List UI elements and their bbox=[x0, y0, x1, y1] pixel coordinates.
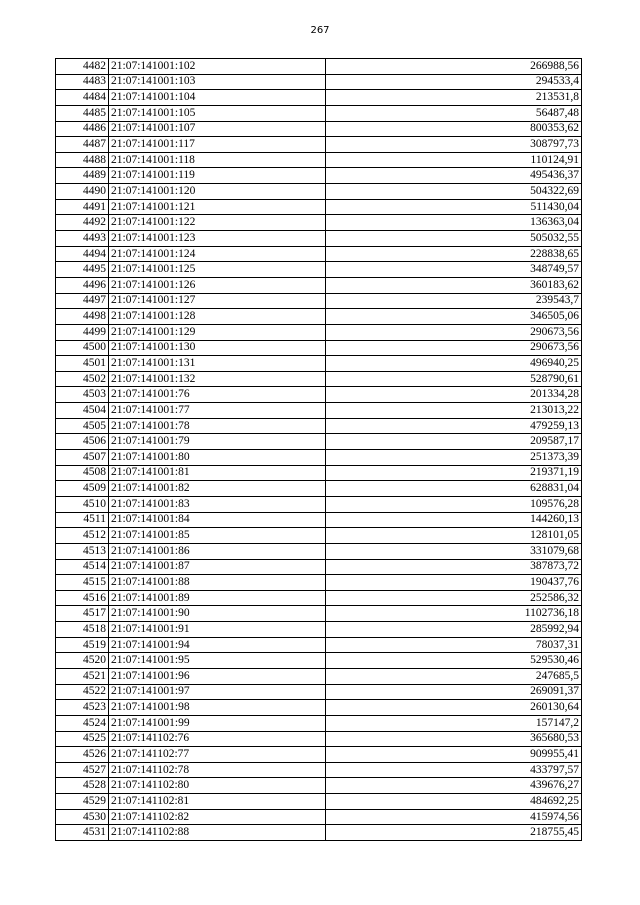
cadastral-number: 21:07:141001:77 bbox=[109, 403, 326, 419]
row-number: 4511 bbox=[56, 512, 109, 528]
table-row bbox=[56, 637, 582, 653]
cadastral-value: 308797,73 bbox=[326, 137, 582, 153]
cadastral-value: 110124,91 bbox=[326, 152, 582, 168]
table-row bbox=[56, 715, 582, 731]
row-number: 4525 bbox=[56, 731, 109, 747]
cadastral-number: 21:07:141001:81 bbox=[109, 465, 326, 481]
row-number: 4519 bbox=[56, 637, 109, 653]
cadastral-value: 128101,05 bbox=[326, 528, 582, 544]
cadastral-value: 56487,48 bbox=[326, 105, 582, 121]
row-number: 4506 bbox=[56, 434, 109, 450]
table-row bbox=[56, 231, 582, 247]
row-number: 4485 bbox=[56, 105, 109, 121]
cadastral-number: 21:07:141001:119 bbox=[109, 168, 326, 184]
cadastral-value: 219371,19 bbox=[326, 465, 582, 481]
cadastral-number: 21:07:141001:96 bbox=[109, 668, 326, 684]
table-row bbox=[56, 277, 582, 293]
cadastral-value: 433797,57 bbox=[326, 762, 582, 778]
table-row bbox=[56, 575, 582, 591]
cadastral-number: 21:07:141001:87 bbox=[109, 559, 326, 575]
cadastral-number: 21:07:141001:118 bbox=[109, 152, 326, 168]
cadastral-number: 21:07:141001:90 bbox=[109, 606, 326, 622]
cadastral-number: 21:07:141001:122 bbox=[109, 215, 326, 231]
cadastral-value: 909955,41 bbox=[326, 747, 582, 763]
table-row bbox=[56, 371, 582, 387]
cadastral-value: 479259,13 bbox=[326, 418, 582, 434]
cadastral-number: 21:07:141001:99 bbox=[109, 715, 326, 731]
row-number: 4529 bbox=[56, 794, 109, 810]
cadastral-value: 251373,39 bbox=[326, 450, 582, 466]
cadastral-value: 504322,69 bbox=[326, 184, 582, 200]
cadastral-number: 21:07:141001:94 bbox=[109, 637, 326, 653]
cadastral-value: 190437,76 bbox=[326, 575, 582, 591]
row-number: 4487 bbox=[56, 137, 109, 153]
cadastral-number: 21:07:141102:76 bbox=[109, 731, 326, 747]
cadastral-value: 78037,31 bbox=[326, 637, 582, 653]
cadastral-value: 628831,04 bbox=[326, 481, 582, 497]
table-body bbox=[56, 59, 582, 841]
cadastral-number: 21:07:141001:131 bbox=[109, 356, 326, 372]
table-row bbox=[56, 559, 582, 575]
cadastral-value: 348749,57 bbox=[326, 262, 582, 278]
row-number: 4499 bbox=[56, 324, 109, 340]
table-row bbox=[56, 450, 582, 466]
cadastral-value: 239543,7 bbox=[326, 293, 582, 309]
row-number: 4507 bbox=[56, 450, 109, 466]
cadastral-number: 21:07:141001:98 bbox=[109, 700, 326, 716]
table-row bbox=[56, 309, 582, 325]
table-row bbox=[56, 731, 582, 747]
cadastral-value: 439676,27 bbox=[326, 778, 582, 794]
row-number: 4518 bbox=[56, 622, 109, 638]
cadastral-value: 269091,37 bbox=[326, 684, 582, 700]
cadastral-number: 21:07:141001:79 bbox=[109, 434, 326, 450]
cadastral-value: 218755,45 bbox=[326, 825, 582, 841]
table-row bbox=[56, 324, 582, 340]
cadastral-value: 290673,56 bbox=[326, 324, 582, 340]
cadastral-value: 285992,94 bbox=[326, 622, 582, 638]
page-number: 267 bbox=[310, 25, 330, 36]
row-number: 4520 bbox=[56, 653, 109, 669]
row-number: 4516 bbox=[56, 590, 109, 606]
cadastral-value: 260130,64 bbox=[326, 700, 582, 716]
cadastral-number: 21:07:141001:85 bbox=[109, 528, 326, 544]
cadastral-number: 21:07:141102:82 bbox=[109, 809, 326, 825]
cadastral-value: 252586,32 bbox=[326, 590, 582, 606]
table-row bbox=[56, 653, 582, 669]
table-row bbox=[56, 590, 582, 606]
row-number: 4526 bbox=[56, 747, 109, 763]
cadastral-value: 511430,04 bbox=[326, 199, 582, 215]
cadastral-number: 21:07:141001:117 bbox=[109, 137, 326, 153]
row-number: 4500 bbox=[56, 340, 109, 356]
cadastral-number: 21:07:141001:97 bbox=[109, 684, 326, 700]
cadastral-value: 136363,04 bbox=[326, 215, 582, 231]
cadastral-number: 21:07:141001:132 bbox=[109, 371, 326, 387]
cadastral-number: 21:07:141001:123 bbox=[109, 231, 326, 247]
table-row bbox=[56, 762, 582, 778]
row-number: 4488 bbox=[56, 152, 109, 168]
cadastral-number: 21:07:141001:124 bbox=[109, 246, 326, 262]
table-row bbox=[56, 465, 582, 481]
row-number: 4514 bbox=[56, 559, 109, 575]
row-number: 4509 bbox=[56, 481, 109, 497]
table-row bbox=[56, 137, 582, 153]
cadastral-value: 529530,46 bbox=[326, 653, 582, 669]
row-number: 4494 bbox=[56, 246, 109, 262]
table-row bbox=[56, 403, 582, 419]
cadastral-value: 213013,22 bbox=[326, 403, 582, 419]
cadastral-value: 800353,62 bbox=[326, 121, 582, 137]
table-row bbox=[56, 293, 582, 309]
cadastral-value: 415974,56 bbox=[326, 809, 582, 825]
table-row bbox=[56, 418, 582, 434]
table-row bbox=[56, 152, 582, 168]
cadastral-number: 21:07:141001:103 bbox=[109, 74, 326, 90]
table-row bbox=[56, 496, 582, 512]
row-number: 4531 bbox=[56, 825, 109, 841]
cadastral-value: 290673,56 bbox=[326, 340, 582, 356]
cadastral-value: 505032,55 bbox=[326, 231, 582, 247]
row-number: 4482 bbox=[56, 59, 109, 75]
row-number: 4508 bbox=[56, 465, 109, 481]
row-number: 4524 bbox=[56, 715, 109, 731]
table-row bbox=[56, 434, 582, 450]
row-number: 4498 bbox=[56, 309, 109, 325]
row-number: 4521 bbox=[56, 668, 109, 684]
cadastral-number: 21:07:141102:77 bbox=[109, 747, 326, 763]
cadastral-number: 21:07:141001:91 bbox=[109, 622, 326, 638]
cadastral-number: 21:07:141102:81 bbox=[109, 794, 326, 810]
table-row bbox=[56, 59, 582, 75]
row-number: 4523 bbox=[56, 700, 109, 716]
table-row bbox=[56, 262, 582, 278]
table-row bbox=[56, 543, 582, 559]
cadastral-value: 528790,61 bbox=[326, 371, 582, 387]
table-row bbox=[56, 356, 582, 372]
cadastral-number: 21:07:141001:120 bbox=[109, 184, 326, 200]
cadastral-number: 21:07:141102:88 bbox=[109, 825, 326, 841]
table-row bbox=[56, 168, 582, 184]
cadastral-value: 266988,56 bbox=[326, 59, 582, 75]
row-number: 4490 bbox=[56, 184, 109, 200]
cadastral-value: 365680,53 bbox=[326, 731, 582, 747]
row-number: 4491 bbox=[56, 199, 109, 215]
row-number: 4495 bbox=[56, 262, 109, 278]
cadastral-number: 21:07:141001:86 bbox=[109, 543, 326, 559]
cadastral-number: 21:07:141001:83 bbox=[109, 496, 326, 512]
table-row bbox=[56, 121, 582, 137]
row-number: 4504 bbox=[56, 403, 109, 419]
cadastral-number: 21:07:141001:107 bbox=[109, 121, 326, 137]
cadastral-value: 144260,13 bbox=[326, 512, 582, 528]
row-number: 4492 bbox=[56, 215, 109, 231]
cadastral-value: 1102736,18 bbox=[326, 606, 582, 622]
cadastral-value: 346505,06 bbox=[326, 309, 582, 325]
row-number: 4484 bbox=[56, 90, 109, 106]
cadastral-value: 496940,25 bbox=[326, 356, 582, 372]
table-row bbox=[56, 747, 582, 763]
row-number: 4513 bbox=[56, 543, 109, 559]
row-number: 4515 bbox=[56, 575, 109, 591]
row-number: 4493 bbox=[56, 231, 109, 247]
row-number: 4522 bbox=[56, 684, 109, 700]
row-number: 4503 bbox=[56, 387, 109, 403]
row-number: 4496 bbox=[56, 277, 109, 293]
cadastral-number: 21:07:141001:84 bbox=[109, 512, 326, 528]
cadastral-number: 21:07:141001:128 bbox=[109, 309, 326, 325]
cadastral-number: 21:07:141001:130 bbox=[109, 340, 326, 356]
row-number: 4512 bbox=[56, 528, 109, 544]
cadastral-number: 21:07:141001:82 bbox=[109, 481, 326, 497]
table-row bbox=[56, 684, 582, 700]
row-number: 4489 bbox=[56, 168, 109, 184]
table-row bbox=[56, 606, 582, 622]
cadastral-number: 21:07:141001:76 bbox=[109, 387, 326, 403]
cadastral-value: 109576,28 bbox=[326, 496, 582, 512]
cadastral-number: 21:07:141001:80 bbox=[109, 450, 326, 466]
cadastral-value: 495436,37 bbox=[326, 168, 582, 184]
cadastral-number: 21:07:141102:80 bbox=[109, 778, 326, 794]
cadastral-number: 21:07:141001:129 bbox=[109, 324, 326, 340]
cadastral-number: 21:07:141001:127 bbox=[109, 293, 326, 309]
cadastral-number: 21:07:141001:125 bbox=[109, 262, 326, 278]
cadastral-value: 484692,25 bbox=[326, 794, 582, 810]
cadastral-number: 21:07:141001:89 bbox=[109, 590, 326, 606]
cadastral-number: 21:07:141001:88 bbox=[109, 575, 326, 591]
row-number: 4501 bbox=[56, 356, 109, 372]
cadastral-number: 21:07:141102:78 bbox=[109, 762, 326, 778]
cadastral-value: 157147,2 bbox=[326, 715, 582, 731]
cadastral-number: 21:07:141001:104 bbox=[109, 90, 326, 106]
row-number: 4483 bbox=[56, 74, 109, 90]
table-row bbox=[56, 825, 582, 841]
table-row bbox=[56, 778, 582, 794]
cadastral-value: 294533,4 bbox=[326, 74, 582, 90]
cadastral-value: 228838,65 bbox=[326, 246, 582, 262]
cadastral-value: 213531,8 bbox=[326, 90, 582, 106]
row-number: 4527 bbox=[56, 762, 109, 778]
cadastral-value: 360183,62 bbox=[326, 277, 582, 293]
table-row bbox=[56, 668, 582, 684]
table-row bbox=[56, 246, 582, 262]
row-number: 4486 bbox=[56, 121, 109, 137]
row-number: 4510 bbox=[56, 496, 109, 512]
cadastral-value-table bbox=[55, 58, 582, 841]
table-row bbox=[56, 74, 582, 90]
table-row bbox=[56, 809, 582, 825]
row-number: 4505 bbox=[56, 418, 109, 434]
cadastral-value: 247685,5 bbox=[326, 668, 582, 684]
table-row bbox=[56, 481, 582, 497]
table-row bbox=[56, 215, 582, 231]
table-row bbox=[56, 340, 582, 356]
table-row bbox=[56, 105, 582, 121]
table-row bbox=[56, 199, 582, 215]
cadastral-number: 21:07:141001:102 bbox=[109, 59, 326, 75]
cadastral-number: 21:07:141001:95 bbox=[109, 653, 326, 669]
table-row bbox=[56, 184, 582, 200]
cadastral-number: 21:07:141001:105 bbox=[109, 105, 326, 121]
cadastral-value: 331079,68 bbox=[326, 543, 582, 559]
cadastral-value: 387873,72 bbox=[326, 559, 582, 575]
table-row bbox=[56, 528, 582, 544]
table-row bbox=[56, 387, 582, 403]
cadastral-value: 201334,28 bbox=[326, 387, 582, 403]
table-row bbox=[56, 794, 582, 810]
row-number: 4528 bbox=[56, 778, 109, 794]
cadastral-number: 21:07:141001:121 bbox=[109, 199, 326, 215]
row-number: 4497 bbox=[56, 293, 109, 309]
cadastral-number: 21:07:141001:78 bbox=[109, 418, 326, 434]
cadastral-number: 21:07:141001:126 bbox=[109, 277, 326, 293]
row-number: 4517 bbox=[56, 606, 109, 622]
row-number: 4530 bbox=[56, 809, 109, 825]
table-row bbox=[56, 622, 582, 638]
row-number: 4502 bbox=[56, 371, 109, 387]
cadastral-value: 209587,17 bbox=[326, 434, 582, 450]
table-row bbox=[56, 700, 582, 716]
table-row bbox=[56, 512, 582, 528]
table-row bbox=[56, 90, 582, 106]
